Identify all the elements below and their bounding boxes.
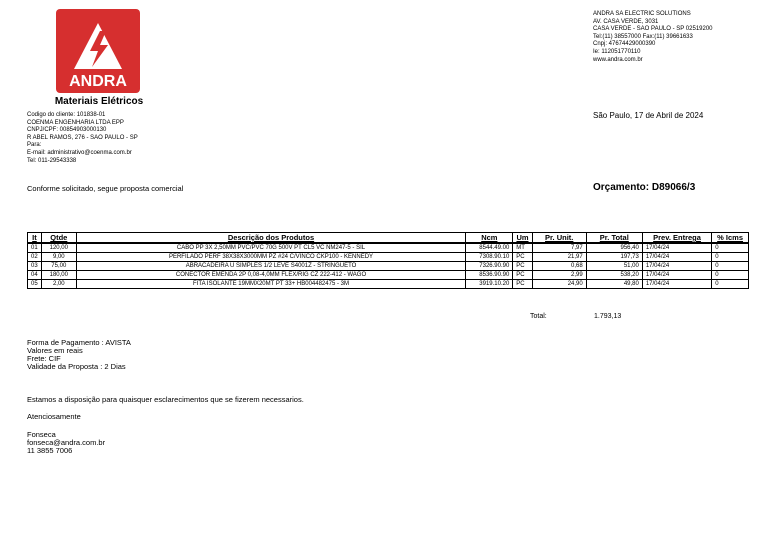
table-row [28,280,749,289]
table-row [28,271,749,280]
cell-ncm: 7308.90.10 [466,253,513,262]
cell-it: 04 [28,271,42,280]
availability-note: Estamos a disposição para quaisquer esclarecimentos que se fizerem necessarios. [27,395,304,404]
cell-descricao: FITA ISOLANTE 19MMX20MT PT 33+ HB004482475 - 3M [76,280,466,289]
cell-prev-entrega: 17/04/24 [642,271,711,280]
cell-pr-unit: 21,97 [532,253,586,262]
cell-qtde: 75,00 [41,262,76,271]
cell-it: 03 [28,262,42,271]
cell-icms: 0 [712,280,749,289]
company-phone: Tel:(11) 38557000 Fax:(11) 39661633 [593,33,693,40]
cell-pr-unit: 24,90 [532,280,586,289]
cell-ncm: 7326.90.90 [466,262,513,271]
total-value: 1.793,13 [594,313,622,320]
cell-pr-total: 956,40 [586,243,642,253]
header-um: Um [513,233,532,244]
cell-it: 01 [28,243,42,253]
cell-pr-unit: 2,99 [532,271,586,280]
total-label: Total: [530,313,547,320]
cell-descricao: CABO PP 3X 2,50MM PVC/PVC 70G 500V PT CL5 VC NM247-5 - SIL [76,243,466,253]
company-info [593,11,713,64]
header-pr-unit: Pr. Unit. [532,233,586,244]
company-cnpj: Cnpj: 47674429000390 [593,41,656,48]
cell-prev-entrega: 17/04/24 [642,262,711,271]
signer-phone: 11 3855 7006 [27,446,73,455]
document-date: São Paulo, 17 de Abril de 2024 [593,111,704,120]
client-cnpj: CNPJ/CPF: 00854903000130 [27,127,107,134]
cell-pr-total: 49,80 [586,280,642,289]
cell-pr-total: 51,00 [586,262,642,271]
freight: Frete: CIF [27,354,61,363]
cell-pr-unit: 7,97 [532,243,586,253]
table-row [28,262,749,271]
signer-email: fonseca@andra.com.br [27,438,106,447]
cell-it: 05 [28,280,42,289]
payment-method: Forma de Pagamento : AVISTA [27,338,131,347]
payment-terms [27,339,131,371]
company-ie: Ie: 112051770110 [593,48,641,55]
client-email: E-mail: administrativo@coenma.com.br [27,149,132,156]
cell-ncm: 3919.10.20 [466,280,513,289]
header-qtde: Qtde [41,233,76,244]
company-street: AV. CASA VERDE, 3031 [593,18,659,25]
signature [27,431,105,455]
cell-icms: 0 [712,243,749,253]
intro-text: Conforme solicitado, segue proposta comercial [27,184,184,193]
cell-prev-entrega: 17/04/24 [642,243,711,253]
company-name: ANDRA SA ELECTRIC SOLUTIONS [593,11,691,17]
cell-pr-unit: 0,68 [532,262,586,271]
cell-um: PC [513,280,532,289]
company-website: www.andra.com.br [593,56,643,63]
client-address: R ABEL RAMOS, 276 - SAO PAULO - SP [27,134,138,141]
table-row [28,253,749,262]
client-info [27,112,138,165]
cell-icms: 0 [712,253,749,262]
header-prev-entrega: Prev. Entrega [642,233,711,244]
cell-um: PC [513,271,532,280]
cell-pr-total: 197,73 [586,253,642,262]
proposal-validity: Validade da Proposta : 2 Dias [27,362,126,371]
cell-pr-total: 538,20 [586,271,642,280]
cell-qtde: 180,00 [41,271,76,280]
cell-qtde: 2,00 [41,280,76,289]
header-ncm: Ncm [466,233,513,244]
cell-descricao: ABRACADEIRA U SIMPLES 1/2 LEVE S4001Z - STRINGUETO [76,262,466,271]
cell-descricao: CONECTOR EMENDA 2P 0,08-4,0MM FLEX/RIG CZ 222-412 - WAGO [76,271,466,280]
cell-icms: 0 [712,262,749,271]
header-it: It [28,233,42,244]
cell-prev-entrega: 17/04/24 [642,253,711,262]
cell-um: PC [513,262,532,271]
header-descricao: Descrição dos Produtos [76,233,466,244]
items-table [27,232,749,289]
table-row [28,243,749,253]
cell-prev-entrega: 17/04/24 [642,280,711,289]
logo-tagline: Materiais Elétricos [54,96,144,107]
cell-um: PC [513,253,532,262]
closing-regards: Atenciosamente [27,412,81,421]
cell-qtde: 9,00 [41,253,76,262]
table-header-row [28,233,749,244]
cell-descricao: PERFILADO PERF 38X38X3000MM PZ #24 C/VINCO CKP100 - KENNEDY [76,253,466,262]
cell-um: MT [513,243,532,253]
cell-ncm: 8536.90.90 [466,271,513,280]
logo-text: ANDRA [69,73,127,90]
cell-qtde: 120,00 [41,243,76,253]
client-code: Codigo do cliente: 101838-01 [27,112,106,118]
cell-icms: 0 [712,271,749,280]
header-pr-total: Pr. Total [586,233,642,244]
quote-number: Orçamento: D89066/3 [593,182,696,193]
currency-note: Valores em reais [27,346,83,355]
cell-ncm: 8544.49.00 [466,243,513,253]
signer-name: Fonseca [27,430,56,439]
client-name: COENMA ENGENHARIA LTDA EPP [27,119,124,126]
andra-logo [56,9,140,93]
client-phone: Tel: 011-29543338 [27,157,77,164]
client-para: Para: [27,142,42,149]
cell-it: 02 [28,253,42,262]
header-icms: % Icms [712,233,749,244]
company-city: CASA VERDE - SAO PAULO - SP 02519200 [593,26,713,33]
